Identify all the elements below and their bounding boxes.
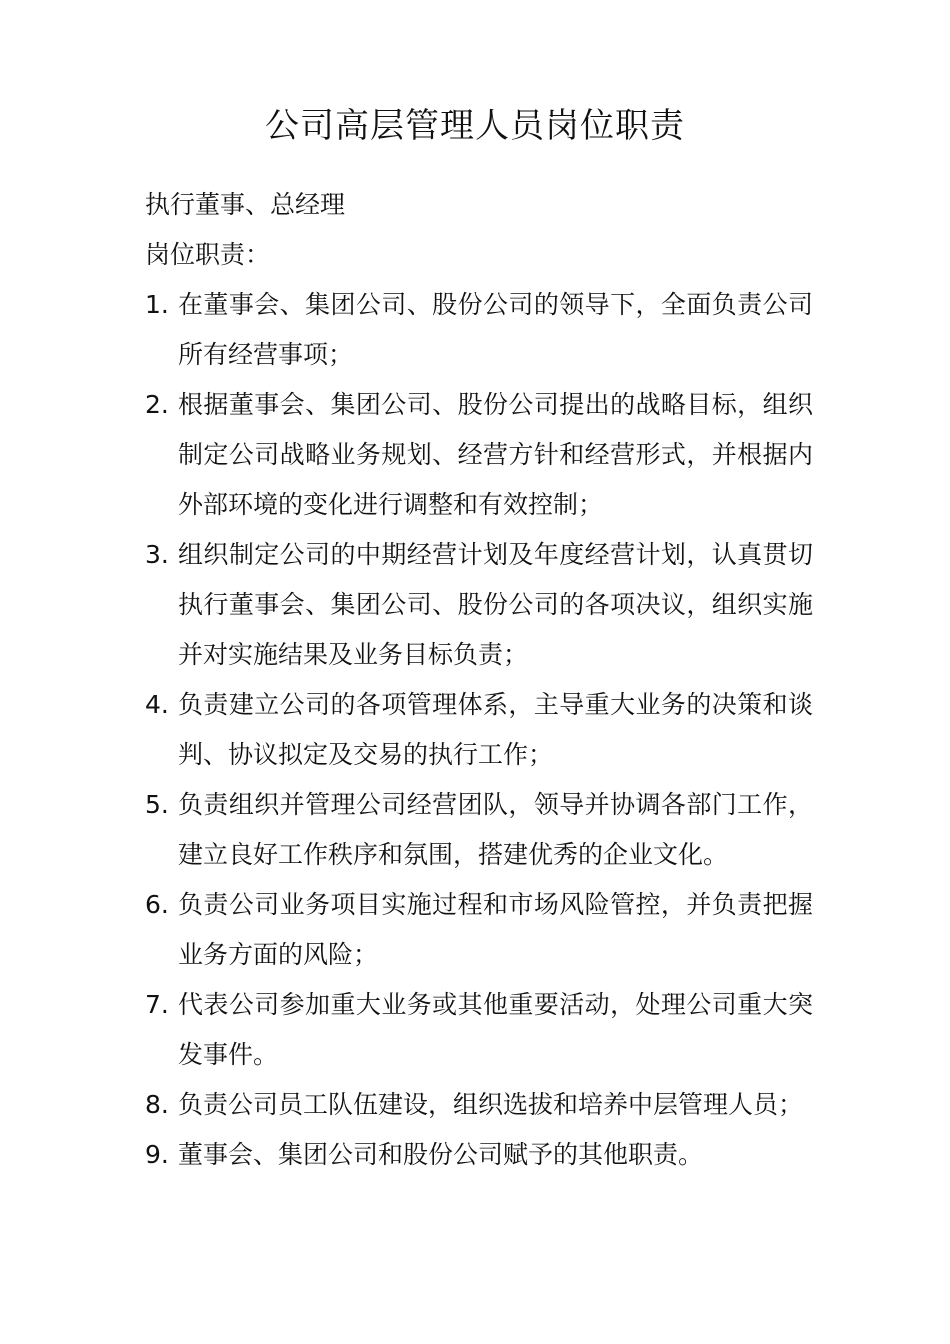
duty-text: 负责建立公司的各项管理体系，主导重大业务的决策和谈判、协议拟定及交易的执行工作；	[178, 690, 813, 769]
duties-label: 岗位职责：	[145, 240, 271, 269]
duty-item	[145, 980, 813, 1080]
duty-text: 组织制定公司的中期经营计划及年度经营计划，认真贯切执行董事会、集团公司、股份公司的各项决议，组织实施并对实施结果及业务目标负责；	[178, 540, 813, 669]
duty-text: 代表公司参加重大业务或其他重要活动，处理公司重大突发事件。	[178, 990, 813, 1069]
duty-item	[145, 880, 813, 980]
duty-number: 4.	[145, 690, 169, 719]
duty-number: 1.	[145, 290, 169, 319]
duty-number: 2.	[145, 390, 169, 419]
duty-text: 负责公司员工队伍建设，组织选拔和培养中层管理人员；	[178, 1090, 804, 1119]
duty-text: 在董事会、集团公司、股份公司的领导下，全面负责公司所有经营事项；	[178, 290, 813, 369]
duty-list	[145, 280, 813, 1180]
duty-text: 根据董事会、集团公司、股份公司提出的战略目标，组织制定公司战略业务规划、经营方针和经营形式，并根据内外部环境的变化进行调整和有效控制；	[178, 390, 813, 519]
duty-item	[145, 1130, 813, 1180]
duty-text: 负责组织并管理公司经营团队，领导并协调各部门工作，建立良好工作秩序和氛围，搭建优秀的企业文化。	[178, 790, 813, 869]
duty-text: 负责公司业务项目实施过程和市场风险管控，并负责把握业务方面的风险；	[178, 890, 813, 969]
role-heading: 执行董事、总经理	[145, 190, 346, 219]
duty-item	[145, 780, 813, 880]
page-title: 公司高层管理人员岗位职责	[265, 106, 685, 146]
duty-number: 7.	[145, 990, 169, 1019]
duty-item	[145, 1080, 813, 1130]
duty-number: 6.	[145, 890, 169, 919]
duty-number: 9.	[145, 1140, 169, 1169]
duty-item	[145, 280, 813, 380]
duty-item	[145, 380, 813, 530]
duty-number: 5.	[145, 790, 169, 819]
duty-item	[145, 530, 813, 680]
duty-number: 3.	[145, 540, 169, 569]
duty-text: 董事会、集团公司和股份公司赋予的其他职责。	[178, 1140, 704, 1169]
duty-number: 8.	[145, 1090, 169, 1119]
duty-item	[145, 680, 813, 780]
